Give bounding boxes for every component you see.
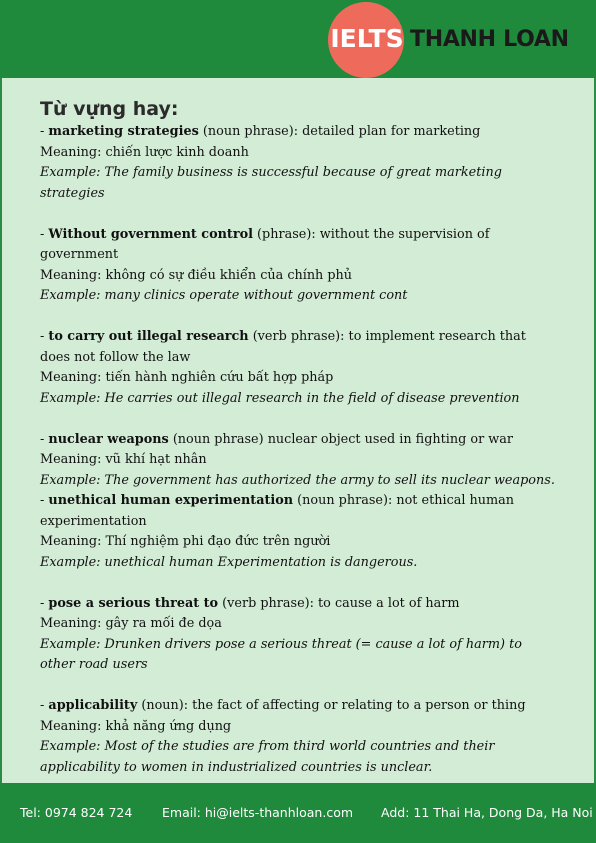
vocabulary-content xyxy=(40,96,560,778)
entry-dash: - xyxy=(40,431,49,447)
vocab-entry xyxy=(40,327,560,409)
entry-dash: - xyxy=(40,493,49,508)
entry-dash: - xyxy=(40,329,49,344)
entry-term: nuclear weapons xyxy=(48,431,169,447)
vocab-entry xyxy=(40,122,560,204)
entry-definition: (noun): the fact of affecting or relating to a person or thing xyxy=(137,698,526,713)
entry-meaning: Meaning: tiến hành nghiên cứu bất hợp pháp xyxy=(40,370,334,385)
entry-headline xyxy=(40,122,560,143)
entry-term: Without government control xyxy=(48,226,253,242)
entry-term: to carry out illegal research xyxy=(48,329,249,344)
entry-definition: (phrase): without the supervision of government xyxy=(40,226,490,262)
entry-definition: (verb phrase): to cause a lot of harm xyxy=(218,595,460,611)
vocab-entry xyxy=(40,430,560,492)
entry-meaning: Meaning: Thí nghiệm phi đạo đức trên người xyxy=(40,534,331,549)
entry-headline xyxy=(40,696,560,717)
entry-term: marketing strategies xyxy=(48,124,199,139)
entry-meaning: Meaning: chiến lược kinh doanh xyxy=(40,144,249,160)
logo-ielts-text: IELTS xyxy=(330,24,404,53)
entry-definition: (verb phrase): to implement research that does not follow the law xyxy=(40,329,526,365)
vocab-entry xyxy=(40,225,560,307)
entry-example: Example: Drunken drivers pose a serious threat (= cause a lot of harm) to other road users xyxy=(40,636,522,672)
entry-headline xyxy=(40,594,560,615)
entry-headline xyxy=(40,225,560,266)
entry-example: Example: unethical human Experimentation is dangerous. xyxy=(40,554,418,570)
entry-meaning: Meaning: không có sự điều khiển của chính phủ xyxy=(40,267,353,283)
entry-example: Example: He carries out illegal research in the field of disease prevention xyxy=(40,390,520,406)
entry-term: pose a serious threat to xyxy=(48,595,219,611)
entry-definition: (noun phrase): not ethical human experimentation xyxy=(40,493,515,529)
entry-term: unethical human experimentation xyxy=(48,493,294,508)
entry-definition: (noun phrase) nuclear object used in fighting or war xyxy=(168,431,513,447)
entry-headline xyxy=(40,327,560,368)
vocab-entry xyxy=(40,491,560,573)
vocab-entry xyxy=(40,594,560,676)
entry-example: Example: many clinics operate without government cont xyxy=(40,288,408,303)
entry-definition: (noun phrase): detailed plan for marketing xyxy=(198,124,481,139)
footer-phone: Tel: 0974 824 724 xyxy=(20,805,133,820)
logo-brand-name: THANH LOAN xyxy=(410,27,569,52)
footer-address: Add: 11 Thai Ha, Dong Da, Ha Noi xyxy=(381,805,593,820)
footer-email: Email: hi@ielts-thanhloan.com xyxy=(162,805,354,820)
entry-example: Example: The family business is successful because of great marketing strategies xyxy=(40,165,502,201)
entry-meaning: Meaning: khả năng ứng dụng xyxy=(40,718,232,734)
entry-example: Example: Most of the studies are from third world countries and their applicability to women in industrialized countries is unclear. xyxy=(40,739,495,775)
entry-dash: - xyxy=(40,226,49,242)
entry-meaning: Meaning: gây ra mối đe dọa xyxy=(40,616,222,631)
entry-dash: - xyxy=(40,124,49,139)
entry-meaning: Meaning: vũ khí hạt nhân xyxy=(40,452,207,467)
entry-dash: - xyxy=(40,595,49,611)
entry-term: applicability xyxy=(48,698,138,713)
vocab-entry xyxy=(40,696,560,778)
header-bar xyxy=(0,0,596,78)
page-title: Từ vựng hay: xyxy=(40,98,179,120)
entry-headline xyxy=(40,491,560,532)
entry-dash: - xyxy=(40,698,49,713)
footer-bar xyxy=(0,783,596,843)
entry-headline xyxy=(40,430,560,451)
entry-example: Example: The government has authorized the army to sell its nuclear weapons. xyxy=(40,472,555,488)
